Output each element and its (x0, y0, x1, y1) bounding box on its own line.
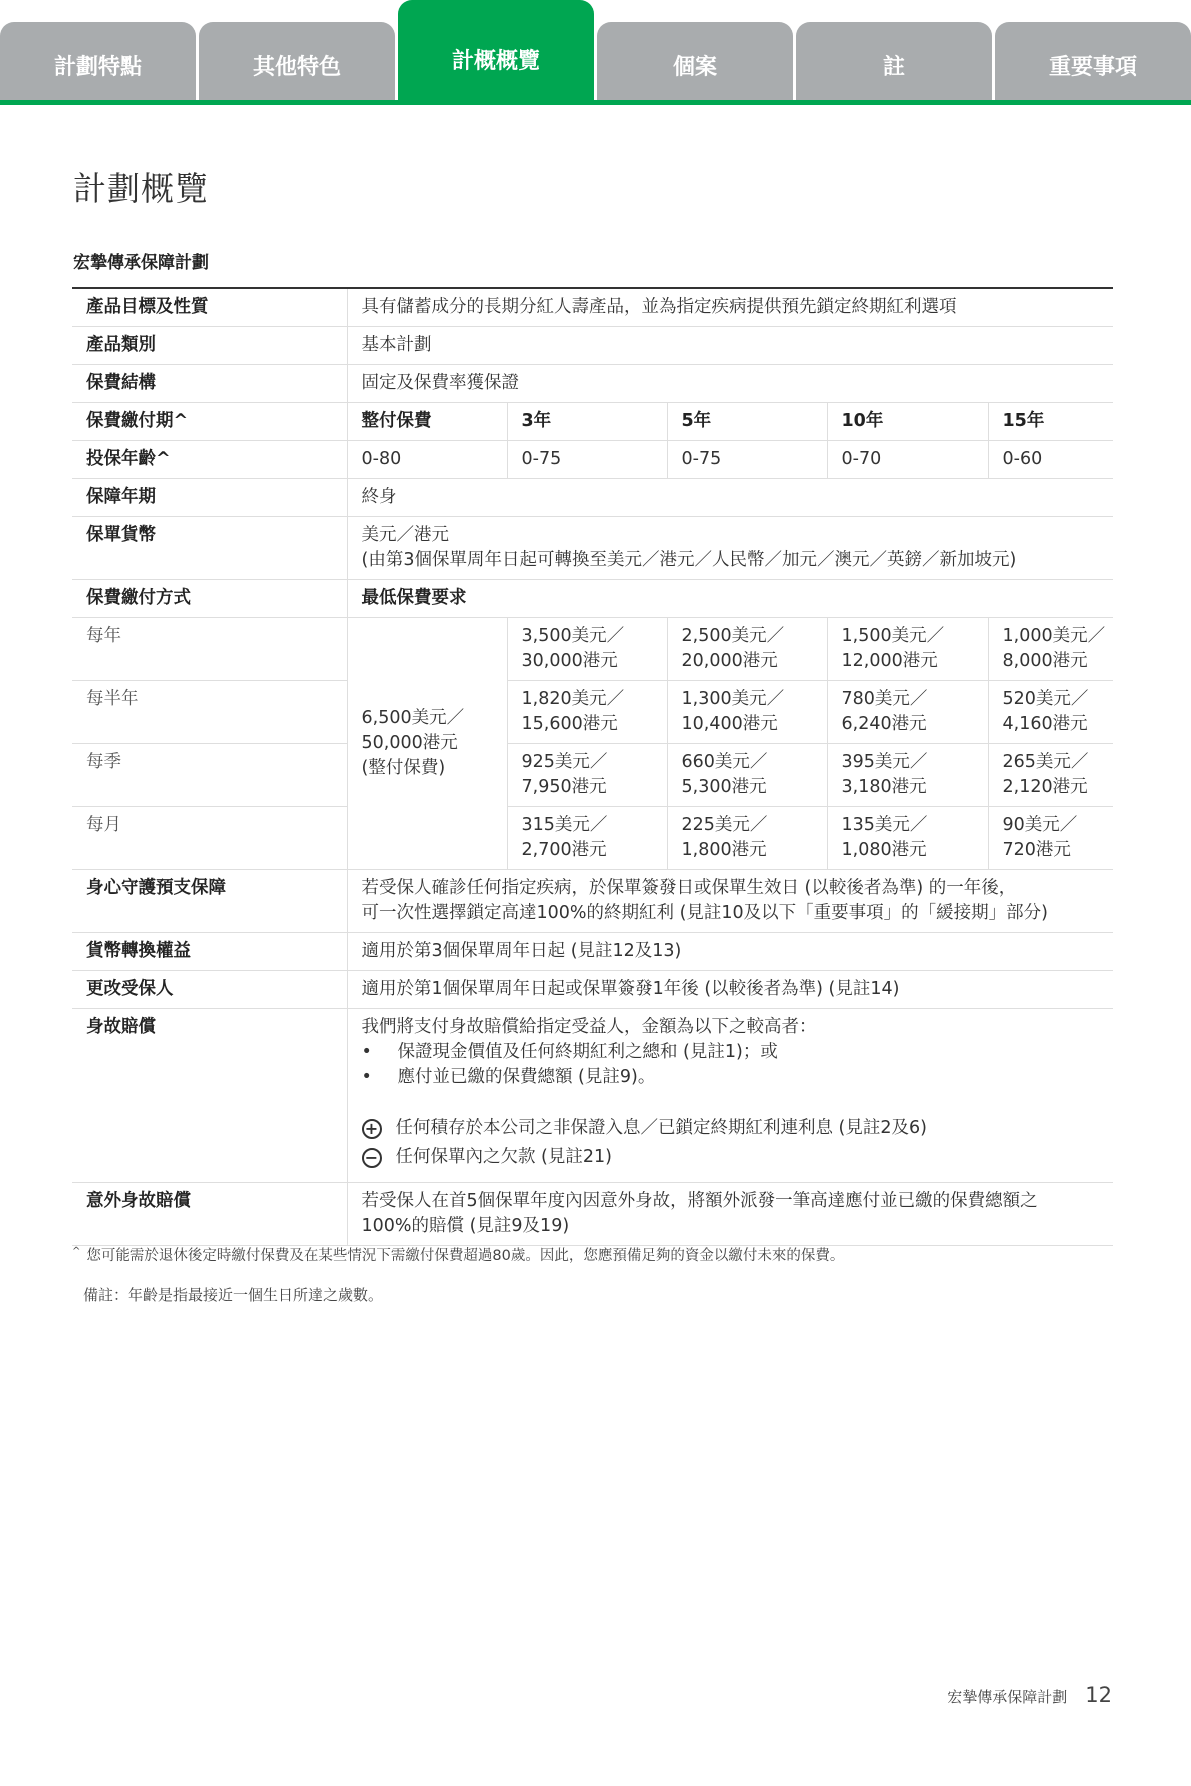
table-row (72, 327, 1113, 365)
bullet-item: • 保證現金價值及任何終期紅利之總和 (見註1)；或 (362, 1040, 1114, 1065)
premium-cell: 395美元／ 3,180港元 (827, 744, 988, 807)
row-value: 最低保費要求 (347, 580, 1113, 618)
page-number: 12 (1085, 1683, 1112, 1707)
row-label: 產品類別 (72, 327, 347, 365)
single-premium-line: (整付保費) (361, 758, 446, 778)
single-premium-cell (347, 618, 507, 870)
remark: 備註：年齡是指最接近一個生日所達之歲數。 (83, 1286, 384, 1304)
premium-cell: 90美元／ 720港元 (988, 807, 1113, 870)
premium-cell: 225美元／ 1,800港元 (667, 807, 827, 870)
table-row (72, 1009, 1113, 1183)
bullet-item: • 應付並已繳的保費總額 (見註9)。 (362, 1065, 1114, 1090)
table-row (72, 618, 1113, 681)
premium-cell: 265美元／ 2,120港元 (988, 744, 1113, 807)
issue-age-cell: 0-60 (988, 441, 1113, 479)
tab-other-features[interactable] (199, 22, 395, 102)
row-label: 身心守護預支保障 (72, 870, 347, 933)
payment-mode-label: 每月 (72, 807, 347, 870)
overview-table (72, 287, 1113, 1246)
currency-line: 美元／港元 (361, 525, 449, 545)
premium-cell: 925美元／ 7,950港元 (507, 744, 667, 807)
issue-age-cell: 0-75 (667, 441, 827, 479)
premium-cell: 780美元／ 6,240港元 (827, 681, 988, 744)
row-value: 適用於第3個保單周年日起 (見註12及13) (347, 933, 1113, 971)
row-value: 適用於第1個保單周年日起或保單簽發1年後 (以較後者為準) (見註14) (347, 971, 1113, 1009)
premium-cell: 520美元／ 4,160港元 (988, 681, 1113, 744)
premium-cell: 2,500美元／ 20,000港元 (667, 618, 827, 681)
row-label: 更改受保人 (72, 971, 347, 1009)
tab-label: 個案 (672, 54, 717, 80)
premium-cell: 3,500美元／ 30,000港元 (507, 618, 667, 681)
table-row (72, 441, 1113, 479)
bullet-icon: • (361, 1042, 372, 1062)
tab-notes[interactable] (796, 22, 992, 102)
row-value: 基本計劃 (347, 327, 1113, 365)
row-label: 貨幣轉換權益 (72, 933, 347, 971)
row-value: 固定及保費率獲保證 (347, 365, 1113, 403)
plus-item: + 任何積存於本公司之非保證入息／已鎖定終期紅利連利息 (見註2及6) (362, 1116, 1114, 1141)
footnote-mark: ^ (72, 1246, 81, 1258)
table-row (72, 403, 1113, 441)
payment-mode-label: 每年 (72, 618, 347, 681)
row-label: 意外身故賠償 (72, 1183, 347, 1246)
minus-circle-icon: − (362, 1148, 382, 1168)
page-footer (947, 1683, 1112, 1707)
page-title: 計劃概覽 (73, 169, 209, 208)
table-row (72, 971, 1113, 1009)
footer-plan-name: 宏摯傳承保障計劃 (947, 1688, 1068, 1706)
tab-case-study[interactable] (597, 22, 793, 102)
row-label: 身故賠償 (72, 1009, 347, 1183)
tab-label: 註 (882, 54, 905, 80)
single-premium-line: 50,000港元 (361, 733, 458, 753)
premium-cell: 1,820美元／ 15,600港元 (507, 681, 667, 744)
row-label: 產品目標及性質 (72, 288, 347, 327)
currency-line: (由第3個保單周年日起可轉換至美元／港元／人民幣／加元／澳元／英鎊／新加坡元) (361, 550, 1017, 570)
death-benefit-intro: 我們將支付身故賠償給指定受益人，金額為以下之較高者： (361, 1017, 817, 1037)
table-row (72, 744, 1113, 807)
premium-cell: 1,500美元／ 12,000港元 (827, 618, 988, 681)
payment-mode-label: 每半年 (72, 681, 347, 744)
row-value: 若受保人確診任何指定疾病，於保單簽發日或保單生效日 (以較後者為準) 的一年後， 可一次性選擇鎖定高達100%的終期紅利 (見註10及以下「重要事項」的「緩接期」部分) (347, 870, 1113, 933)
row-label: 保單貨幣 (72, 517, 347, 580)
row-value: 若受保人在首5個保單年度內因意外身故，將額外派發一筆高達應付並已繳的保費總額之 100%的賠償 (見註9及19) (347, 1183, 1113, 1246)
issue-age-cell: 0-75 (507, 441, 667, 479)
row-label: 保費繳付方式 (72, 580, 347, 618)
payment-term-cell: 15年 (988, 403, 1113, 441)
table-row (72, 517, 1113, 580)
single-premium-line: 6,500美元／ (361, 708, 465, 728)
tab-important-matters[interactable] (995, 22, 1191, 102)
tab-underline (0, 100, 1191, 105)
row-label: 保費繳付期^ (72, 403, 347, 441)
table-row (72, 807, 1113, 870)
premium-cell: 1,000美元／ 8,000港元 (988, 618, 1113, 681)
row-value: 具有儲蓄成分的長期分紅人壽產品，並為指定疾病提供預先鎖定終期紅利選項 (347, 288, 1113, 327)
table-row (72, 1183, 1113, 1246)
row-label: 投保年齡^ (72, 441, 347, 479)
footnote: ^ 您可能需於退休後定時繳付保費及在某些情況下需繳付保費超過80歲。因此，您應預備足夠的資金以繳付未來的保費。 (72, 1246, 845, 1264)
table-row (72, 365, 1113, 403)
premium-cell: 135美元／ 1,080港元 (827, 807, 988, 870)
payment-term-cell: 整付保費 (347, 403, 507, 441)
payment-term-cell: 10年 (827, 403, 988, 441)
table-row (72, 580, 1113, 618)
tab-label: 計劃特點 (53, 54, 142, 80)
payment-term-cell: 3年 (507, 403, 667, 441)
payment-term-cell: 5年 (667, 403, 827, 441)
table-row (72, 479, 1113, 517)
tab-plan-overview[interactable] (398, 0, 594, 102)
premium-cell: 1,300美元／ 10,400港元 (667, 681, 827, 744)
issue-age-cell: 0-70 (827, 441, 988, 479)
plan-name: 宏摯傳承保障計劃 (73, 253, 209, 273)
issue-age-cell: 0-80 (347, 441, 507, 479)
row-value: 終身 (347, 479, 1113, 517)
bullet-icon: • (361, 1067, 372, 1087)
premium-cell: 315美元／ 2,700港元 (507, 807, 667, 870)
table-row (72, 681, 1113, 744)
tab-plan-features[interactable] (0, 22, 196, 102)
row-value (347, 517, 1113, 580)
row-value (347, 1009, 1113, 1183)
tab-label: 計概概覽 (451, 49, 540, 74)
minus-item: − 任何保單內之欠款 (見註21) (362, 1145, 1114, 1170)
tab-label: 其他特色 (252, 54, 341, 80)
table-row (72, 870, 1113, 933)
plus-circle-icon: + (362, 1119, 382, 1139)
table-row (72, 288, 1113, 327)
row-label: 保費結構 (72, 365, 347, 403)
table-row (72, 933, 1113, 971)
tab-label: 重要事項 (1048, 54, 1137, 80)
tab-bar (0, 0, 1191, 105)
payment-mode-label: 每季 (72, 744, 347, 807)
premium-cell: 660美元／ 5,300港元 (667, 744, 827, 807)
row-label: 保障年期 (72, 479, 347, 517)
